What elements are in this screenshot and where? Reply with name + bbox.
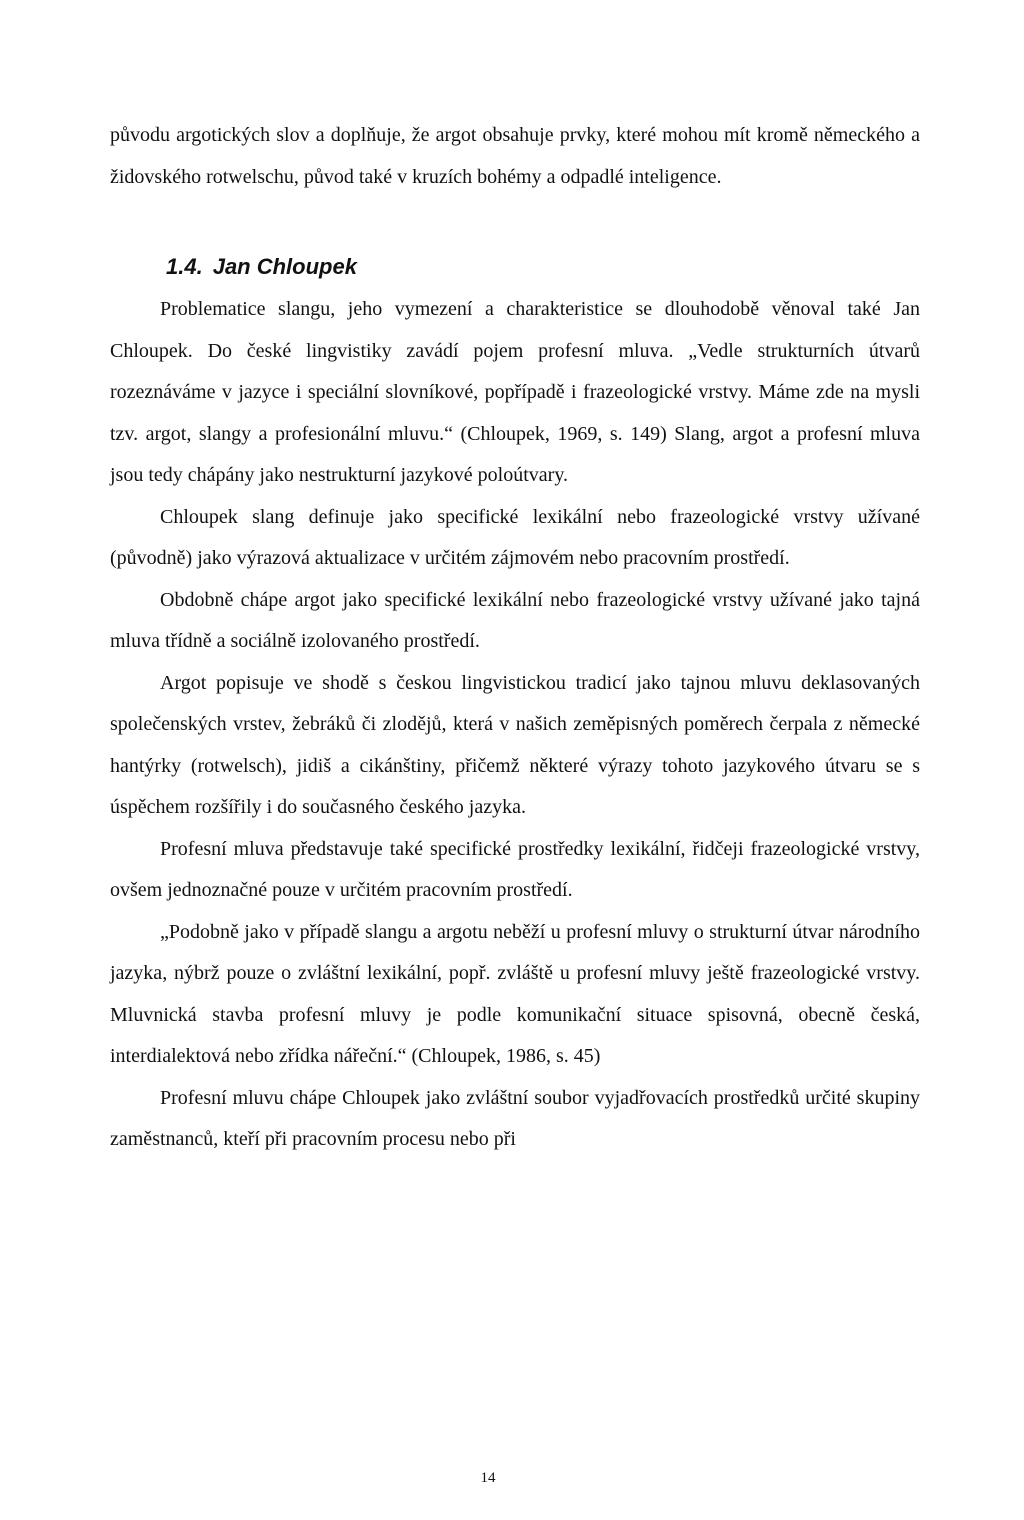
paragraph: Argot popisuje ve shodě s českou lingvistickou tradicí jako tajnou mluvu deklasovaných společenských vrstev, žebráků či zlodějů, která v našich zeměpisných poměrech čerpala z německé hantýrky (rotwelsch), jidiš a cikánštiny, přičemž některé výrazy tohoto jazykového útvaru se s úspěchem rozšířily i do současného českého jazyka. bbox=[110, 671, 920, 818]
page-number: 14 bbox=[480, 1470, 496, 1486]
section-heading bbox=[110, 245, 920, 289]
paragraph: Problematice slangu, jeho vymezení a charakteristice se dlouhodobě věnoval také Jan Chloupek. Do české lingvistiky zavádí pojem profesní mluva. „Vedle strukturních útvarů rozeznáváme v jazyce i speciální slovníkové, popřípadě i frazeologické vrstvy. Máme zde na mysli tzv. argot, slangy a profesionální mluvu.“ (Chloupek, 1969, s. 149) Slang, argot a profesní mluva jsou tedy chápány jako nestrukturní jazykové poloútvary. bbox=[110, 298, 920, 486]
paragraph: „Podobně jako v případě slangu a argotu neběží u profesní mluvy o strukturní útvar národního jazyka, nýbrž pouze o zvláštní lexikální, popř. zvláště u profesní mluvy ještě frazeologické vrstvy. Mluvnická stavba profesní mluvy je podle komunikační situace spisovná, obecně česká, interdialektová nebo zřídka nářeční.“ (Chloupek, 1986, s. 45) bbox=[110, 920, 920, 1067]
paragraph: Profesní mluva představuje také specifické prostředky lexikální, řidčeji frazeologické vrstvy, ovšem jednoznačné pouze v určitém pracovním prostředí. bbox=[110, 837, 920, 901]
paragraph: Obdobně chápe argot jako specifické lexikální nebo frazeologické vrstvy užívané jako tajná mluva třídně a sociálně izolovaného prostředí. bbox=[110, 588, 920, 652]
section-number: 1.4. bbox=[166, 254, 203, 279]
paragraph: Chloupek slang definuje jako specifické lexikální nebo frazeologické vrstvy užívané (původně) jako výrazová aktualizace v určitém zájmovém nebo pracovním prostředí. bbox=[110, 505, 920, 569]
paragraph: Profesní mluvu chápe Chloupek jako zvláštní soubor vyjadřovacích prostředků určité skupiny zaměstnanců, kteří při pracovním procesu nebo při bbox=[110, 1086, 920, 1150]
section-title: Jan Chloupek bbox=[212, 254, 357, 279]
intro-paragraph: původu argotických slov a doplňuje, že argot obsahuje prvky, které mohou mít kromě německého a židovského rotwelschu, původ také v kruzích bohémy a odpadlé inteligence. bbox=[110, 124, 920, 188]
